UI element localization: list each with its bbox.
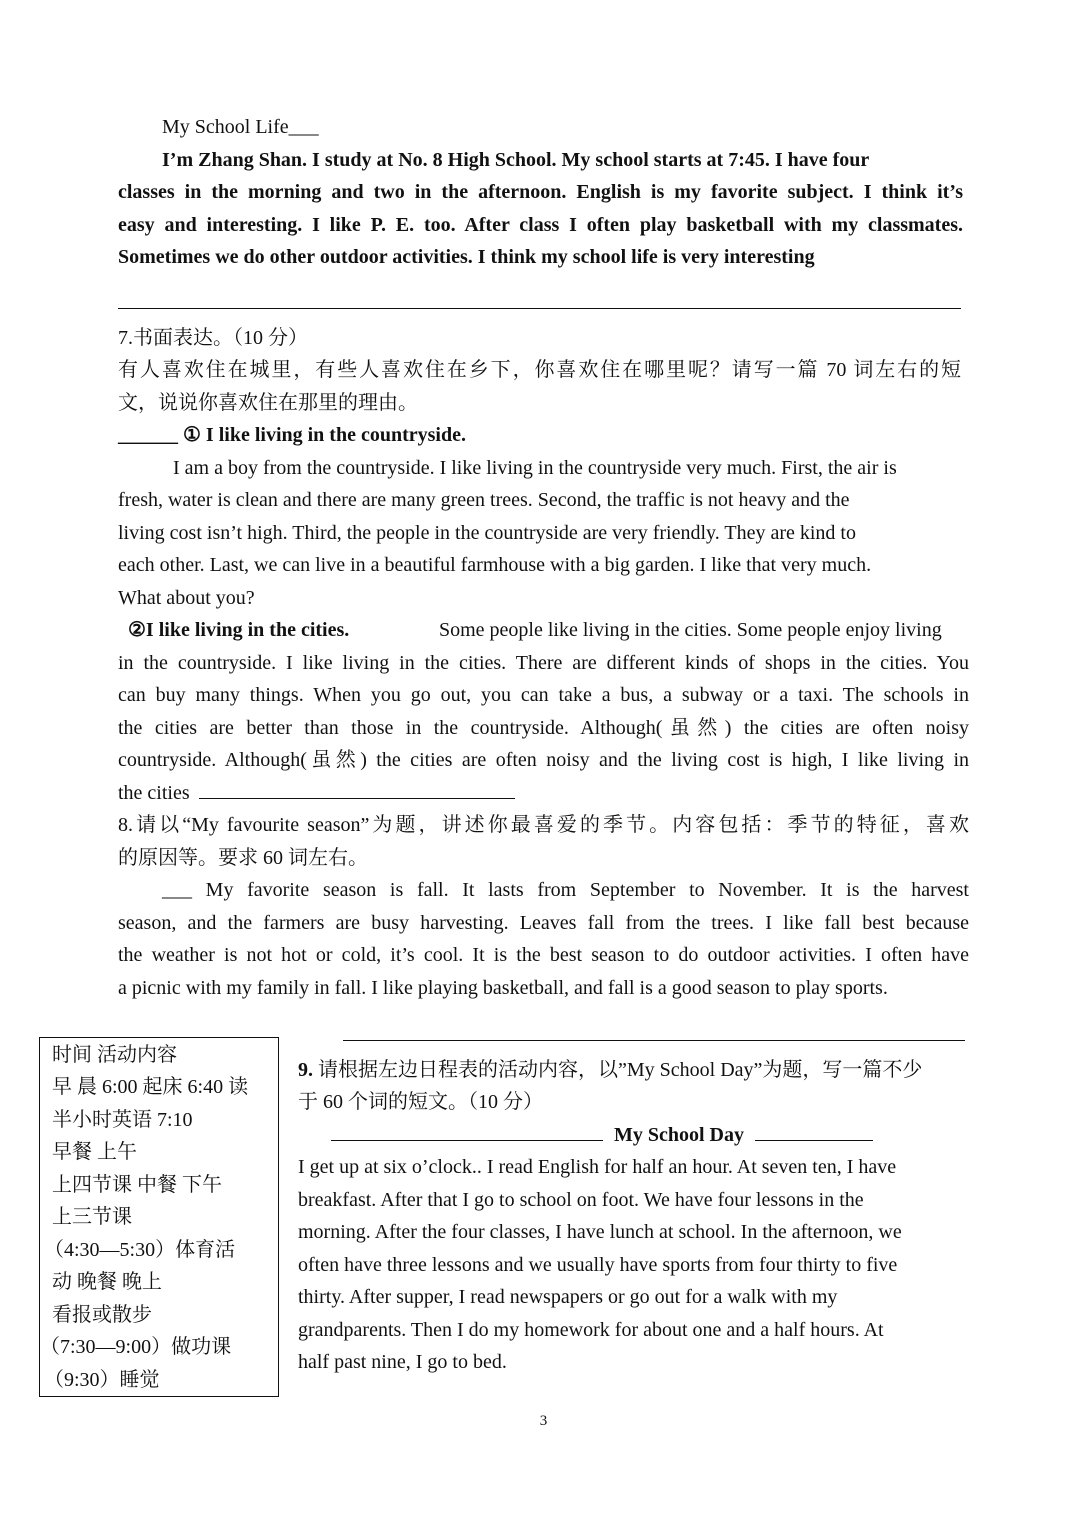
- q8-answer-rule: [343, 1040, 965, 1041]
- q7-essay2-last-text: the cities: [118, 782, 190, 804]
- schedule-line-2: 早 晨 6:00 起床 6:40 读: [52, 1076, 249, 1098]
- q9-line-6: grandparents. Then I do my homework for about one and a half hours. At: [298, 1319, 884, 1341]
- q6-title: My School Life___: [162, 116, 319, 138]
- q7-essay1-line-3: living cost isn’t high. Third, the people in the countryside are very friendly. They are kind to: [118, 522, 856, 544]
- q7-essay2-last-line: [118, 780, 515, 806]
- q9-title: My School Day: [614, 1124, 744, 1146]
- q9-prompt-1: [298, 1057, 922, 1083]
- q9-title-blank-left: [331, 1122, 603, 1141]
- q7-essay2-line-2: in the countryside. I like living in the cities. There are different kinds of shops in the cities. You: [118, 652, 969, 674]
- q8-line-4: a picnic with my family in fall. I like playing basketball, and fall is a good season to play sports.: [118, 977, 888, 999]
- q9-line-4: often have three lessons and we usually have sports from four thirty to five: [298, 1254, 898, 1276]
- q7-prompt-1: 有人喜欢住在城里，有些人喜欢住在乡下，你喜欢住在哪里呢？请写一篇 70 词左右的短: [118, 359, 961, 381]
- q9-number: 9.: [298, 1059, 313, 1081]
- q7-prompt-2: 文，说说你喜欢住在那里的理由。: [118, 392, 418, 414]
- q7-answer-blank: [199, 780, 515, 799]
- q9-line-5: thirty. After supper, I read newspapers or go out for a walk with my: [298, 1286, 838, 1308]
- schedule-table: [39, 1037, 279, 1397]
- page-number: 3: [539, 1413, 548, 1429]
- schedule-line-6: 上三节课: [52, 1206, 132, 1228]
- q9-line-2: breakfast. After that I go to school on foot. We have four lessons in the: [298, 1189, 864, 1211]
- q6-line-4: Sometimes we do other outdoor activities. I think my school life is very interesting: [118, 246, 815, 268]
- schedule-line-10: （7:30—9:00）做功课: [40, 1336, 232, 1358]
- schedule-line-7: （4:30—5:30）体育活: [44, 1239, 236, 1261]
- q9-prompt-2: 于 60 个词的短文。（10 分）: [298, 1091, 543, 1113]
- schedule-line-9: 看报或散步: [52, 1304, 152, 1326]
- schedule-line-11: （9:30）睡觉: [44, 1369, 160, 1391]
- schedule-line-1: 时间 活动内容: [52, 1044, 177, 1066]
- q7-essay1-line-1: I am a boy from the countryside. I like living in the countryside very much. First, the air is: [173, 457, 897, 479]
- q7-essay2-first-line: Some people like living in the cities. Some people enjoy living: [439, 619, 942, 641]
- schedule-line-4: 早餐 上午: [52, 1141, 137, 1163]
- q9-line-7: half past nine, I go to bed.: [298, 1351, 507, 1373]
- q9-line-1: I get up at six o’clock.. I read English for half an hour. At seven ten, I have: [298, 1156, 897, 1178]
- q7-essay2-line-5: countryside. Although(虽然) the cities are often noisy and the living cost is high, I like living in: [118, 749, 969, 771]
- q9-title-blank-right: [755, 1122, 873, 1141]
- q6-line-1: I’m Zhang Shan. I study at No. 8 High School. My school starts at 7:45. I have four: [162, 149, 870, 171]
- q7-essay1-line-4: each other. Last, we can live in a beautiful farmhouse with a big garden. I like that very much.: [118, 554, 872, 576]
- q7-essay1-line-2: fresh, water is clean and there are many green trees. Second, the traffic is not heavy and the: [118, 489, 850, 511]
- q8-line-2: season, and the farmers are busy harvesting. Leaves fall from the trees. I like fall best because: [118, 912, 969, 934]
- q7-heading: 7.书面表达。（10 分）: [118, 327, 308, 349]
- q8-prompt-2: 的原因等。要求 60 词左右。: [118, 847, 368, 869]
- q8-prompt-1: 8.请以“My favourite season”为题，讲述你最喜爱的季节。内容包括：季节的特征，喜欢: [118, 814, 969, 836]
- q7-essay1-line-5: What about you?: [118, 587, 255, 609]
- schedule-line-8: 动 晚餐 晚上: [52, 1271, 162, 1293]
- q7-essay2-line-4: the cities are better than those in the countryside. Although(虽然) the cities are often noisy: [118, 717, 969, 739]
- q9-title-line: [331, 1122, 873, 1148]
- q9-line-3: morning. After the four classes, I have lunch at school. In the afternoon, we: [298, 1221, 902, 1243]
- q9-prompt-text: 请根据左边日程表的活动内容，以”My School Day”为题，写一篇不少: [318, 1059, 923, 1081]
- q7-essay2-title: ②I like living in the cities.: [128, 619, 350, 641]
- q6-answer-rule: [118, 308, 961, 309]
- q8-line-3: the weather is not hot or cold, it’s cool. It is the best season to do outdoor activities. I often have: [118, 944, 969, 966]
- q6-line-2: classes in the morning and two in the afternoon. English is my favorite subject. I think it’s: [118, 181, 963, 203]
- schedule-line-3: 半小时英语 7:10: [52, 1109, 193, 1131]
- schedule-line-5: 上四节课 中餐 下午: [52, 1174, 222, 1196]
- q8-line-1: ___ My favorite season is fall. It lasts from September to November. It is the harvest: [162, 879, 969, 901]
- q7-essay2-line-3: can buy many things. When you go out, you can take a bus, a subway or a taxi. The schools in: [118, 684, 969, 706]
- q6-line-3: easy and interesting. I like P. E. too. After class I often play basketball with my classmates.: [118, 214, 963, 236]
- q7-essay1-title: ______ ① I like living in the countryside.: [118, 424, 466, 446]
